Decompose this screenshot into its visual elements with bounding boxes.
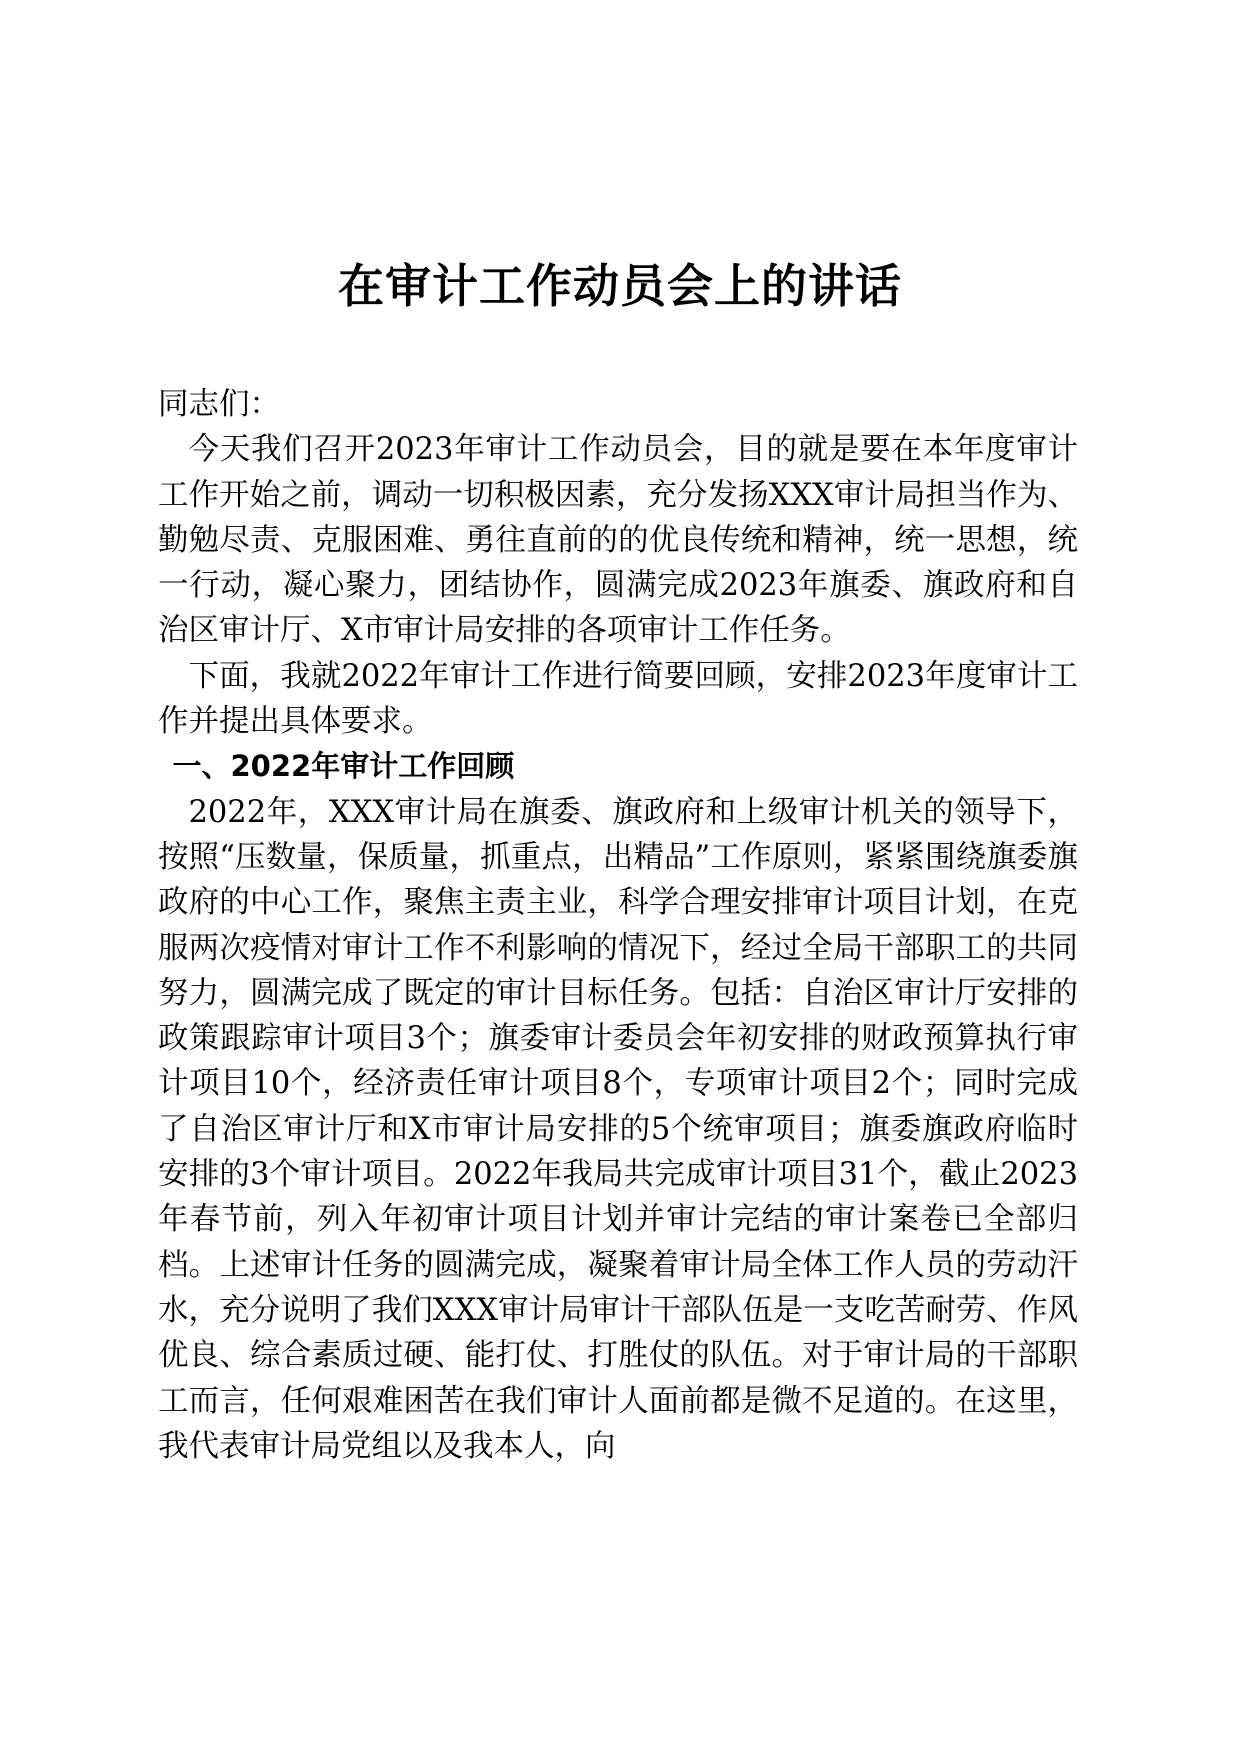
section-heading: 一、2022年审计工作回顾: [172, 749, 515, 784]
document-body: [158, 382, 1078, 1469]
paragraph-outline: 下面，我就2022年审计工作进行简要回顾，安排2023年度审计工作并提出具体要求。: [158, 658, 1078, 740]
salutation: 同志们：: [158, 387, 280, 422]
paragraph-review: 2022年，XXX审计局在旗委、旗政府和上级审计机关的领导下，按照“压数量，保质量，抓重点，出精品”工作原则，紧紧围绕旗委旗政府的中心工作，聚焦主责主业，科学合理安排审计项目计划，在克服两次疫情对审计工作不利影响的情况下，经过全局干部职工的共同努力，圆满完成了既定的审计目标任务。包括：自治区审计厅安排的政策跟踪审计项目3个；旗委审计委员会年初安排的财政预算执行审计项目10个，经济责任审计项目8个，专项审计项目2个；同时完成了自治区审计厅和X市审计局安排的5个统审项目；旗委旗政府临时安排的3个审计项目。2022年我局共完成审计项目31个，截止2023年春节前，列入年初审计项目计划并审计完结的审计案卷已全部归档。上述审计任务的圆满完成，凝聚着审计局全体工作人员的劳动汗水，充分说明了我们XXX审计局审计干部队伍是一支吃苦耐劳、作风优良、综合素质过硬、能打仗、打胜仗的队伍。对于审计局的干部职工而言，任何艰难困苦在我们审计人面前都是微不足道的。在这里，我代表审计局党组以及我本人，向: [158, 794, 1078, 1464]
document-title: 在审计工作动员会上的讲话: [338, 259, 902, 313]
paragraph-opening: 今天我们召开2023年审计工作动员会，目的就是要在本年度审计工作开始之前，调动一切积极因素，充分发扬XXX审计局担当作为、勤勉尽责、克服困难、勇往直前的的优良传统和精神，统一思想，统一行动，凝心聚力，团结协作，圆满完成2023年旗委、旗政府和自治区审计厅、X市审计局安排的各项审计工作任务。: [158, 432, 1078, 649]
